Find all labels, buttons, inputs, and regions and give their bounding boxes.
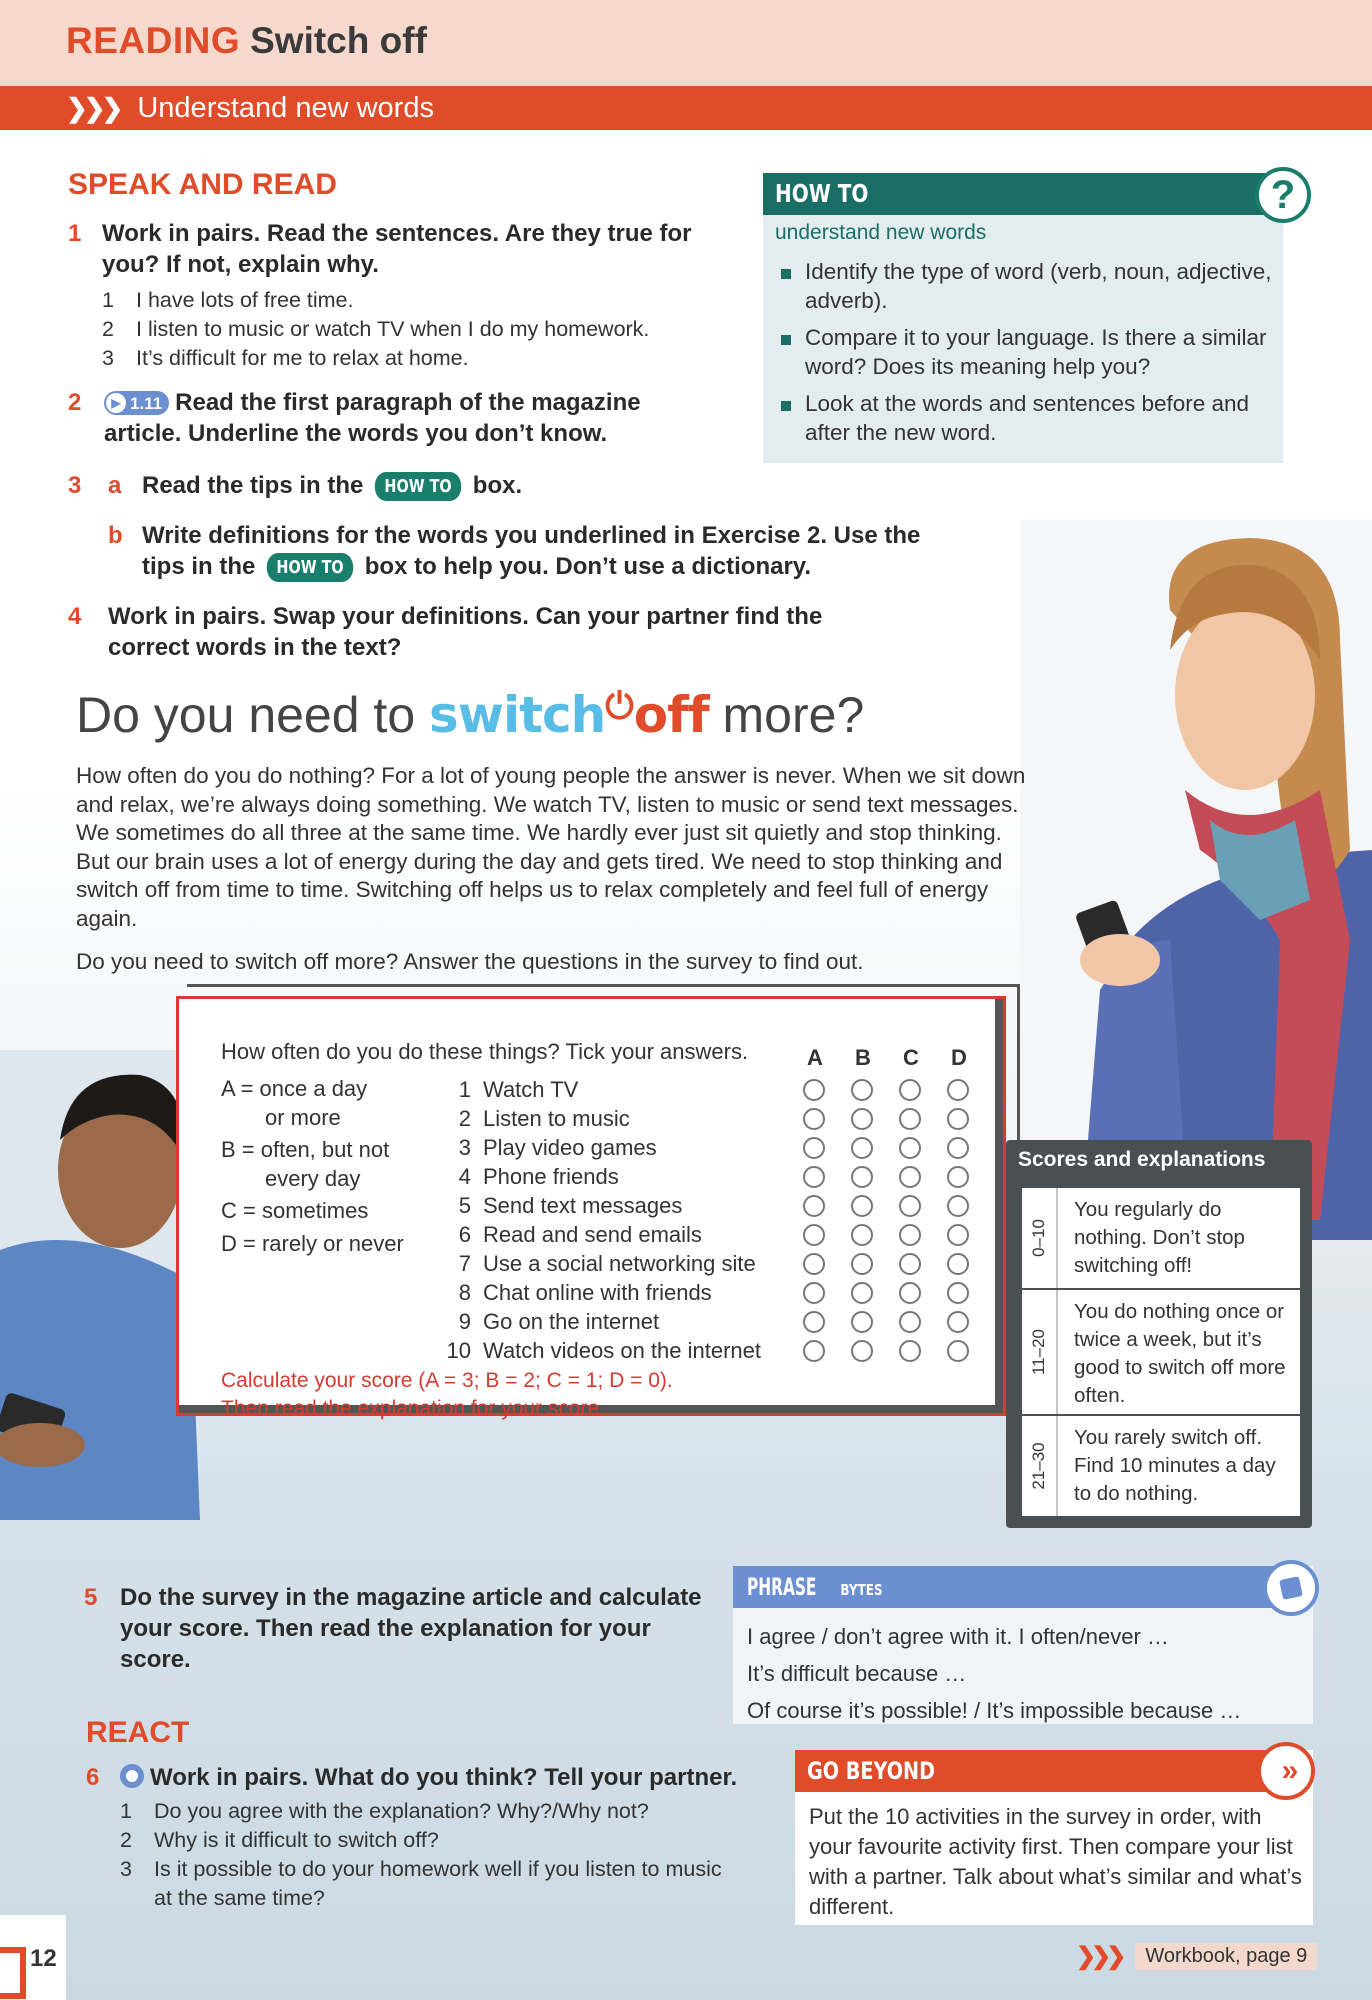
girl-with-phone-image xyxy=(1020,520,1372,1240)
survey-row: 10 Watch videos on the internet xyxy=(446,1338,762,1363)
exercise-3a: 3 a Read the tips in the HOW TO box. xyxy=(68,472,523,499)
exercise-5 xyxy=(84,1582,704,1675)
list-item: 2 Why is it difficult to switch off? xyxy=(120,1828,439,1852)
phrase-bytes-box xyxy=(733,1566,1313,1724)
exercise-1 xyxy=(68,218,708,373)
answer-checkbox[interactable] xyxy=(803,1166,825,1188)
forward-icon: » xyxy=(1257,1742,1315,1800)
chevrons-icon: ❯❯❯ xyxy=(66,92,120,123)
list-item: Look at the words and sentences before and after the new word. xyxy=(775,389,1275,447)
exercise-3b: b Write definitions for the words you underlined in Exercise 2. Use the tips in the HOW TO box to help you. Don’t use a dictionary. xyxy=(108,522,921,580)
score-row: 0–10 You regularly do nothing. Don’t stop switching off! xyxy=(1022,1188,1300,1288)
exercise-4 xyxy=(68,601,888,663)
survey-row: 9 Go on the internet xyxy=(458,1309,660,1334)
answer-checkbox[interactable] xyxy=(947,1311,969,1333)
phrase-line: I agree / don’t agree with it. I often/never … xyxy=(747,1624,1169,1649)
survey-row: 1 Watch TV xyxy=(458,1077,579,1102)
answer-checkbox[interactable] xyxy=(851,1166,873,1188)
answer-checkbox[interactable] xyxy=(803,1224,825,1246)
exercise-number: 6 xyxy=(86,1764,100,1791)
page-number: 12 xyxy=(0,1915,66,2000)
answer-checkbox[interactable] xyxy=(947,1253,969,1275)
phrase-bytes-title-bar: PHRASE BYTES xyxy=(733,1566,1293,1608)
list-item: 3 Is it possible to do your homework well if you listen to music at the same time? xyxy=(120,1857,722,1910)
survey-question: How often do you do these things? Tick your answers. xyxy=(221,1039,749,1064)
scores-box xyxy=(1006,1140,1312,1528)
answer-checkbox[interactable] xyxy=(947,1195,969,1217)
scores-title: Scores and explanations xyxy=(1018,1148,1266,1171)
exercise-instruction: Read the first paragraph of the magazine article. Underline the words you don’t know. xyxy=(104,389,641,447)
subheader-text: Understand new words xyxy=(137,91,434,124)
answer-checkbox[interactable] xyxy=(947,1282,969,1304)
speak-read-heading: SPEAK AND READ xyxy=(68,168,337,201)
column-header: C xyxy=(903,1045,919,1070)
power-icon: ⏻ xyxy=(605,685,634,726)
exercise-6 xyxy=(86,1762,786,1913)
exercise-instruction: Work in pairs. Swap your definitions. Can your partner find the correct words in the text? xyxy=(108,603,823,661)
chevrons-icon: ❯❯❯ xyxy=(1076,1943,1122,1970)
answer-checkbox[interactable] xyxy=(851,1311,873,1333)
answer-checkbox[interactable] xyxy=(851,1108,873,1130)
workbook-label: Workbook, page 9 xyxy=(1135,1943,1317,1970)
answer-checkbox[interactable] xyxy=(899,1108,921,1130)
answer-checkbox[interactable] xyxy=(851,1079,873,1101)
survey-row: 3 Play video games xyxy=(458,1135,657,1160)
exercise-number: 1 xyxy=(68,220,82,247)
exercise-instruction: Work in pairs. Read the sentences. Are they true for you? If not, explain why. xyxy=(102,220,692,278)
section-keyword: READING xyxy=(66,20,241,61)
answer-checkbox[interactable] xyxy=(899,1253,921,1275)
phrase-line: Of course it’s possible! / It’s impossible because … xyxy=(747,1698,1242,1723)
score-row: 21–30 You rarely switch off. Find 10 minutes a day to do nothing. xyxy=(1022,1416,1300,1516)
answer-checkbox[interactable] xyxy=(947,1166,969,1188)
answer-checkbox[interactable] xyxy=(947,1079,969,1101)
list-item: 1 I have lots of free time. xyxy=(102,288,354,312)
survey-box xyxy=(176,996,1006,1420)
audio-track-button[interactable]: ▶ 1.11 xyxy=(104,391,169,415)
answer-checkbox[interactable] xyxy=(851,1224,873,1246)
exercise-instruction: Do the survey in the magazine article and calculate your score. Then read the explanation for your score. xyxy=(120,1584,702,1673)
howto-title-bar: HOW TO xyxy=(763,173,1283,215)
answer-checkbox[interactable] xyxy=(947,1108,969,1130)
unit-title: Switch off xyxy=(250,20,427,61)
boy-with-phone-image xyxy=(0,1050,200,1520)
survey-row: 8 Chat online with friends xyxy=(458,1280,712,1305)
question-icon: ? xyxy=(1255,167,1311,223)
column-header: D xyxy=(951,1045,967,1070)
exercise-number: 2 xyxy=(68,389,82,416)
phrase-icon xyxy=(1263,1560,1319,1616)
answer-checkbox[interactable] xyxy=(947,1224,969,1246)
go-beyond-text: Put the 10 activities in the survey in order, with your favourite activity first. Then compare your list with a partner. Talk about what’s similar and what’s different. xyxy=(809,1804,1302,1919)
answer-checkbox[interactable] xyxy=(899,1340,921,1362)
survey-row: 2 Listen to music xyxy=(458,1106,630,1131)
answer-checkbox[interactable] xyxy=(899,1079,921,1101)
howto-pill: HOW TO xyxy=(267,553,353,582)
answer-checkbox[interactable] xyxy=(803,1282,825,1304)
article-title: Do you need to switch⏻off more? xyxy=(76,685,865,744)
list-item: 2 I listen to music or watch TV when I do my homework. xyxy=(102,317,650,341)
phrase-line: It’s difficult because … xyxy=(747,1661,967,1686)
survey-items xyxy=(439,1075,761,1365)
list-item: Compare it to your language. Is there a similar word? Does its meaning help you? xyxy=(775,323,1275,381)
list-item: 3 It’s difficult for me to relax at home. xyxy=(102,346,469,370)
answer-checkbox[interactable] xyxy=(899,1195,921,1217)
exercise-1-items xyxy=(102,286,708,373)
howto-subtitle: understand new words xyxy=(775,221,987,244)
survey-row: 5 Send text messages xyxy=(458,1193,683,1218)
answer-checkbox[interactable] xyxy=(851,1340,873,1362)
play-icon: ▶ xyxy=(106,393,126,413)
answer-checkbox[interactable] xyxy=(899,1282,921,1304)
answer-checkbox[interactable] xyxy=(803,1253,825,1275)
answer-checkbox[interactable] xyxy=(803,1108,825,1130)
off-word: off xyxy=(633,686,709,744)
answer-checkbox[interactable] xyxy=(899,1311,921,1333)
survey-row: 4 Phone friends xyxy=(458,1164,619,1189)
howto-pill: HOW TO xyxy=(375,472,461,501)
answer-checkbox[interactable] xyxy=(851,1195,873,1217)
answer-checkbox[interactable] xyxy=(803,1079,825,1101)
column-header: A xyxy=(807,1045,823,1070)
answer-checkbox[interactable] xyxy=(899,1224,921,1246)
speaking-icon xyxy=(120,1764,144,1788)
go-beyond-box xyxy=(795,1750,1313,1925)
column-header: B xyxy=(855,1045,871,1070)
go-beyond-title-bar: GO BEYOND xyxy=(795,1750,1295,1792)
answer-checkbox[interactable] xyxy=(803,1137,825,1159)
answer-checkbox[interactable] xyxy=(899,1137,921,1159)
answer-key: A = once a day or more B = often, but not every day C = sometimes D = rarely or never xyxy=(221,1076,404,1256)
answer-checkbox[interactable] xyxy=(947,1137,969,1159)
exercise-letter: a xyxy=(108,472,122,499)
answer-checkbox[interactable] xyxy=(803,1195,825,1217)
exercise-number: 3 xyxy=(68,472,82,499)
answer-checkbox[interactable] xyxy=(851,1253,873,1275)
exercise-letter: b xyxy=(108,522,123,549)
score-row: 11–20 You do nothing once or twice a week, but it’s good to switch off more often. xyxy=(1022,1290,1300,1414)
survey-row: 6 Read and send emails xyxy=(458,1222,702,1247)
article-paragraph: How often do you do nothing? For a lot of young people the answer is never. When we sit down and relax, we’re always doing something. We watch TV, listen to music or send text messages. We sometimes do all three at the same time. We hardly ever just sit quietly and stop thinking. But our brain uses a lot of energy during the day and gets tired. We need to stop thinking and switch off from time to time. Switching off helps us to relax completely and feel full of energy again. xyxy=(76,763,1026,931)
exercise-2 xyxy=(68,387,708,449)
page-title xyxy=(66,20,427,62)
exercise-instruction: Work in pairs. What do you think? Tell your partner. xyxy=(150,1764,738,1791)
howto-box xyxy=(763,173,1296,463)
article-paragraph: Do you need to switch off more? Answer the questions in the survey to find out. xyxy=(76,949,864,974)
exercise-number: 4 xyxy=(68,603,82,630)
react-heading: REACT xyxy=(86,1716,190,1749)
subheader-bar xyxy=(0,86,1372,130)
switch-word: switch xyxy=(429,686,606,744)
score-instructions: Calculate your score (A = 3; B = 2; C = 1; D = 0). Then read the explanation for your score. xyxy=(221,1369,673,1420)
answer-checkbox[interactable] xyxy=(947,1340,969,1362)
howto-tips xyxy=(775,257,1275,455)
survey-row: 7 Use a social networking site xyxy=(458,1251,756,1276)
list-item: Identify the type of word (verb, noun, adjective, adverb). xyxy=(775,257,1275,315)
answer-checkbox[interactable] xyxy=(803,1340,825,1362)
list-item: 1 Do you agree with the explanation? Why?/Why not? xyxy=(120,1799,649,1823)
answer-checkbox[interactable] xyxy=(803,1311,825,1333)
answer-checkbox[interactable] xyxy=(851,1137,873,1159)
exercise-6-items xyxy=(120,1797,740,1913)
workbook-reference[interactable] xyxy=(1076,1942,1317,1971)
exercise-number: 5 xyxy=(84,1584,98,1611)
answer-checkbox[interactable] xyxy=(851,1282,873,1304)
answer-checkbox[interactable] xyxy=(899,1166,921,1188)
phrase-lines xyxy=(747,1618,1241,1729)
